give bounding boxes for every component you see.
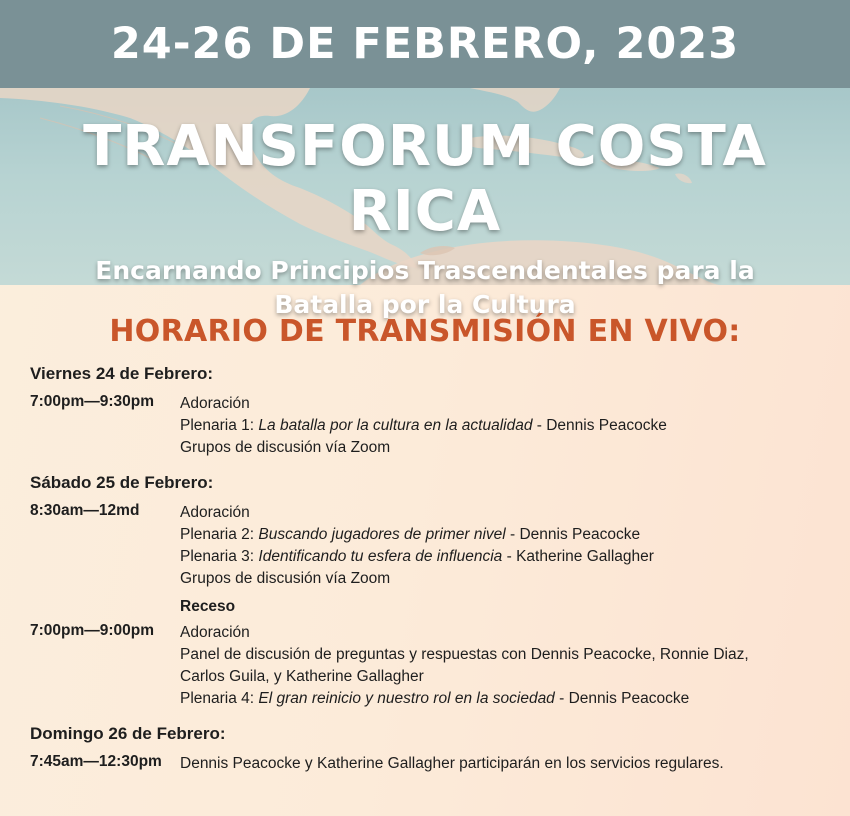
- day-block-saturday: [30, 473, 830, 710]
- subtitle-line-2: Batalla por la Cultura: [274, 290, 576, 319]
- time-range: 7:00pm—9:00pm: [30, 622, 155, 639]
- session-prefix: Plenaria 3:: [180, 548, 259, 565]
- day-block-sunday: [30, 724, 830, 775]
- session-list: [180, 393, 830, 459]
- subtitle-line-1: Encarnando Principios Trascendentales para la: [95, 256, 755, 285]
- time-range: 8:30am—12md: [30, 502, 140, 519]
- session-item: Grupos de discusión vía Zoom: [180, 439, 391, 456]
- session-item: Adoración: [180, 624, 250, 641]
- session-item: [180, 546, 830, 568]
- session-item: Grupos de discusión vía Zoom: [180, 570, 391, 587]
- time-slot: [30, 502, 830, 590]
- day-heading: Domingo 26 de Febrero:: [30, 724, 226, 743]
- session-title: Buscando jugadores de primer nivel: [258, 526, 506, 543]
- time-slot: [30, 753, 830, 775]
- session-speaker: - Katherine Gallagher: [502, 548, 654, 565]
- session-title: Identificando tu esfera de influencia: [258, 548, 503, 565]
- session-title: La batalla por la cultura en la actualidad: [258, 417, 533, 434]
- session-item: Adoración: [180, 504, 250, 521]
- schedule-heading: HORARIO DE TRANSMISIÓN EN VIVO:: [109, 314, 741, 349]
- session-prefix: Plenaria 1:: [180, 417, 259, 434]
- session-prefix: Plenaria 4:: [180, 690, 259, 707]
- time-range: 7:00pm—9:30pm: [30, 393, 155, 410]
- recess-label: Receso: [180, 598, 236, 615]
- session-list: [180, 622, 830, 710]
- date-banner: [0, 0, 850, 88]
- event-subtitle: [0, 254, 850, 322]
- session-list: [180, 753, 830, 775]
- session-item: Panel de discusión de preguntas y respuestas con Dennis Peacocke, Ronnie Diaz,: [180, 646, 749, 663]
- time-range: 7:45am—12:30pm: [30, 753, 162, 770]
- time-slot: [30, 622, 830, 710]
- session-item: [180, 688, 830, 710]
- session-item: Dennis Peacocke y Katherine Gallagher participarán en los servicios regulares.: [180, 755, 724, 772]
- session-title: El gran reinicio y nuestro rol en la sociedad: [258, 690, 555, 707]
- event-title: TRANSFORUM COSTA RICA: [83, 114, 767, 244]
- session-speaker: - Dennis Peacocke: [532, 417, 667, 434]
- session-list: [180, 502, 830, 590]
- schedule-list: [30, 364, 830, 789]
- time-slot: [30, 393, 830, 459]
- session-speaker: - Dennis Peacocke: [505, 526, 641, 543]
- day-heading: Sábado 25 de Febrero:: [30, 473, 214, 492]
- event-date: 24-26 DE FEBRERO, 2023: [110, 19, 740, 69]
- hero-text: [0, 88, 850, 322]
- session-item: Carlos Guila, y Katherine Gallagher: [180, 668, 424, 685]
- session-item: [180, 415, 830, 437]
- session-item: Adoración: [180, 395, 250, 412]
- hero-banner: [0, 88, 850, 319]
- day-block-friday: [30, 364, 830, 459]
- session-item: [180, 524, 830, 546]
- session-prefix: Plenaria 2:: [180, 526, 259, 543]
- day-heading: Viernes 24 de Febrero:: [30, 364, 213, 383]
- session-speaker: - Dennis Peacocke: [554, 690, 690, 707]
